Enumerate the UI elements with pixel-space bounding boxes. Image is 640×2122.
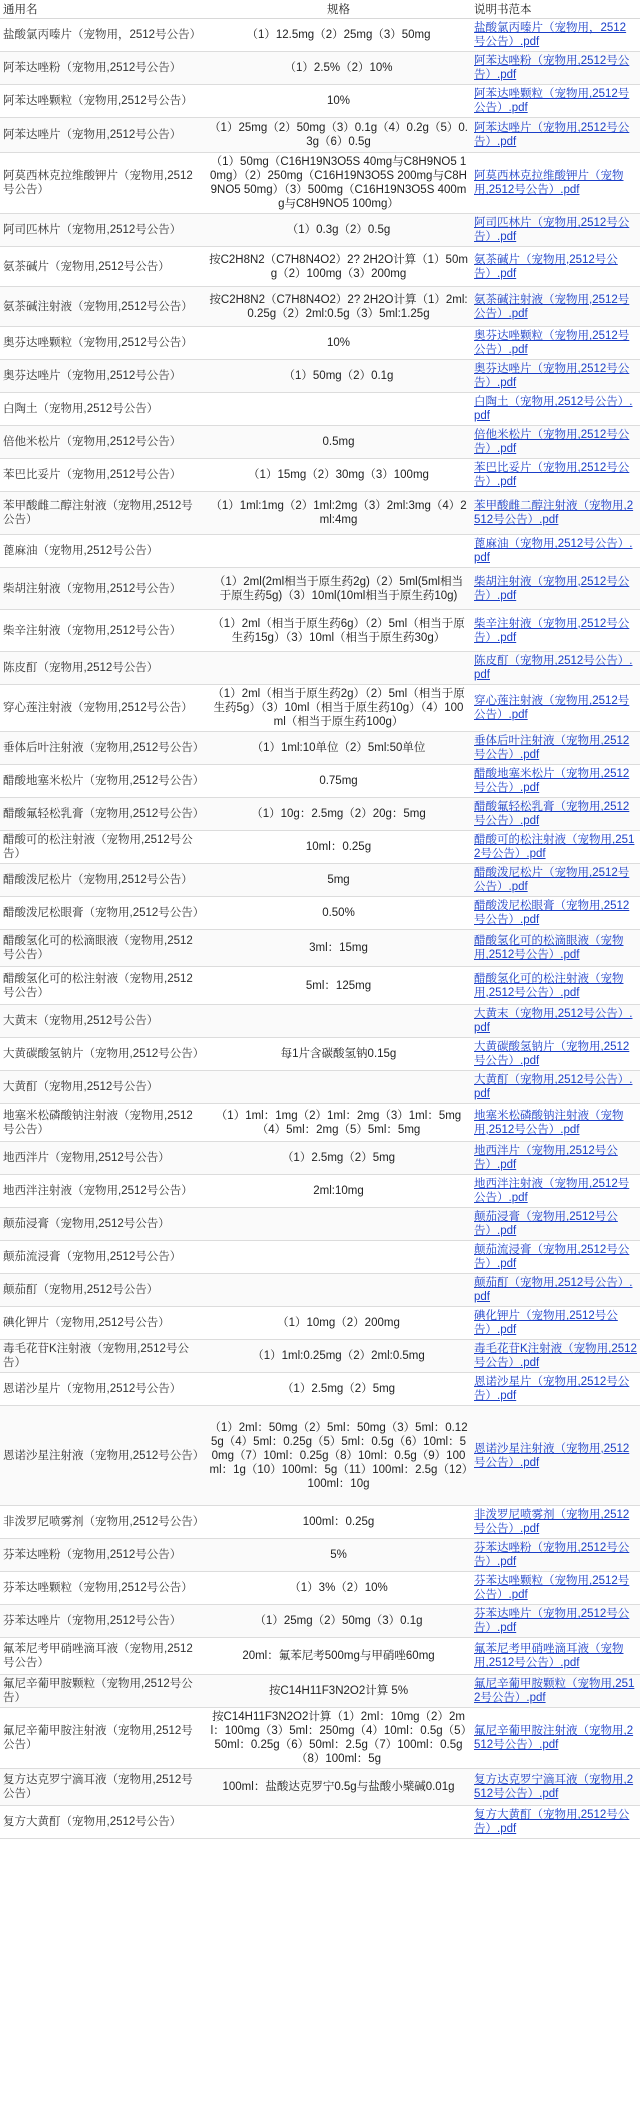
manual-pdf-link[interactable]: 复方达克罗宁滴耳液（宠物用,2512号公告）.pdf bbox=[474, 1774, 634, 1800]
specification-cell: （1）10g：2.5mg（2）20g：5mg bbox=[206, 798, 471, 831]
table-row bbox=[0, 1638, 640, 1675]
table-body bbox=[0, 19, 640, 1839]
generic-name-cell: 地西泮片（宠物用,2512号公告） bbox=[0, 1142, 206, 1175]
generic-name-cell: 醋酸氢化可的松注射液（宠物用,2512号公告） bbox=[0, 967, 206, 1005]
table-row bbox=[0, 153, 640, 214]
specification-cell: 5% bbox=[206, 1539, 471, 1572]
generic-name-cell: 垂体后叶注射液（宠物用,2512号公告） bbox=[0, 732, 206, 765]
specification-cell: 5ml：125mg bbox=[206, 967, 471, 1005]
generic-name-cell: 醋酸可的松注射液（宠物用,2512号公告） bbox=[0, 831, 206, 864]
generic-name-cell: 苯巴比妥片（宠物用,2512号公告） bbox=[0, 459, 206, 492]
manual-pdf-link[interactable]: 芬苯达唑颗粒（宠物用,2512号公告）.pdf bbox=[474, 1575, 630, 1601]
generic-name-cell: 奥芬达唑片（宠物用,2512号公告） bbox=[0, 360, 206, 393]
table-header-row bbox=[0, 0, 640, 19]
manual-template-cell bbox=[471, 1572, 640, 1605]
generic-name-cell: 芬苯达唑颗粒（宠物用,2512号公告） bbox=[0, 1572, 206, 1605]
table-row bbox=[0, 967, 640, 1005]
table-row bbox=[0, 765, 640, 798]
specification-cell: （1）50mg（C16H19N3O5S 40mg与C8H9NO5 10mg）（2）250mg（C16H19N3O5S 200mg与C8H9NO5 50mg）（3）500mg（C16H19N3O5S 400mg与C8H9NO5 100mg） bbox=[206, 153, 471, 214]
manual-pdf-link[interactable]: 大黄末（宠物用,2512号公告）.pdf bbox=[474, 1008, 633, 1034]
manual-template-cell bbox=[471, 568, 640, 610]
specification-cell: 0.75mg bbox=[206, 765, 471, 798]
manual-pdf-link[interactable]: 颠茄流浸膏（宠物用,2512号公告）.pdf bbox=[474, 1244, 630, 1270]
generic-name-cell: 盐酸氯丙嗪片（宠物用，2512号公告） bbox=[0, 19, 206, 52]
generic-name-cell: 恩诺沙星注射液（宠物用,2512号公告） bbox=[0, 1406, 206, 1506]
manual-template-cell bbox=[471, 1675, 640, 1708]
table-row bbox=[0, 360, 640, 393]
manual-template-cell bbox=[471, 1104, 640, 1142]
manual-pdf-link[interactable]: 芬苯达唑粉（宠物用,2512号公告）.pdf bbox=[474, 1542, 630, 1568]
specification-cell: （1）3%（2）10% bbox=[206, 1572, 471, 1605]
generic-name-cell: 阿莫西林克拉维酸钾片（宠物用,2512号公告） bbox=[0, 153, 206, 214]
manual-pdf-link[interactable]: 奥芬达唑片（宠物用,2512号公告）.pdf bbox=[474, 363, 630, 389]
manual-template-cell bbox=[471, 360, 640, 393]
table-row bbox=[0, 327, 640, 360]
manual-template-cell bbox=[471, 214, 640, 247]
manual-template-cell bbox=[471, 1175, 640, 1208]
table-row bbox=[0, 897, 640, 930]
generic-name-cell: 阿苯达唑颗粒（宠物用,2512号公告） bbox=[0, 85, 206, 118]
table-row bbox=[0, 1005, 640, 1038]
manual-template-cell bbox=[471, 897, 640, 930]
specification-cell: 20ml：氟苯尼考500mg与甲硝唑60mg bbox=[206, 1638, 471, 1675]
manual-template-cell bbox=[471, 52, 640, 85]
specification-cell: （1）1ml:10单位（2）5ml:50单位 bbox=[206, 732, 471, 765]
table-row bbox=[0, 1675, 640, 1708]
specification-cell: （1）1ml:0.25mg（2）2ml:0.5mg bbox=[206, 1340, 471, 1373]
table-row bbox=[0, 685, 640, 732]
specification-cell: （1）0.3g（2）0.5g bbox=[206, 214, 471, 247]
table-row bbox=[0, 1605, 640, 1638]
manual-template-cell bbox=[471, 610, 640, 652]
manual-pdf-link[interactable]: 奥芬达唑颗粒（宠物用,2512号公告）.pdf bbox=[474, 330, 630, 356]
specification-cell: 每1片含碳酸氢钠0.15g bbox=[206, 1038, 471, 1071]
generic-name-cell: 非泼罗尼喷雾剂（宠物用,2512号公告） bbox=[0, 1506, 206, 1539]
header-manual-template: 说明书范本 bbox=[471, 0, 640, 19]
generic-name-cell: 奥芬达唑颗粒（宠物用,2512号公告） bbox=[0, 327, 206, 360]
specification-cell: 5mg bbox=[206, 864, 471, 897]
manual-pdf-link[interactable]: 芬苯达唑片（宠物用,2512号公告）.pdf bbox=[474, 1608, 630, 1634]
manual-pdf-link[interactable]: 醋酸泼尼松片（宠物用,2512号公告）.pdf bbox=[474, 867, 630, 893]
generic-name-cell: 氨茶碱注射液（宠物用,2512号公告） bbox=[0, 287, 206, 327]
specification-cell: 10% bbox=[206, 85, 471, 118]
specification-cell: （1）15mg（2）30mg（3）100mg bbox=[206, 459, 471, 492]
specification-cell: （1）10mg（2）200mg bbox=[206, 1307, 471, 1340]
manual-template-cell bbox=[471, 930, 640, 967]
generic-name-cell: 氟尼辛葡甲胺注射液（宠物用,2512号公告） bbox=[0, 1708, 206, 1769]
manual-pdf-link[interactable]: 地西泮片（宠物用,2512号公告）.pdf bbox=[474, 1145, 618, 1171]
table-row bbox=[0, 1142, 640, 1175]
specification-cell bbox=[206, 1274, 471, 1307]
manual-pdf-link[interactable]: 非泼罗尼喷雾剂（宠物用,2512号公告）.pdf bbox=[474, 1509, 630, 1535]
specification-cell bbox=[206, 652, 471, 685]
generic-name-cell: 地西泮注射液（宠物用,2512号公告） bbox=[0, 1175, 206, 1208]
specification-cell: 按C14H11F3N2O2计算（1）2ml：10mg（2）2ml：100mg（3）5ml：250mg（4）10ml：0.5g（5）50ml：0.25g（6）50ml：2.5g（7）100ml：0.5g（8）100ml：5g bbox=[206, 1708, 471, 1769]
specification-cell bbox=[206, 1208, 471, 1241]
table-row bbox=[0, 492, 640, 535]
table-row bbox=[0, 1307, 640, 1340]
manual-template-cell bbox=[471, 1038, 640, 1071]
manual-template-cell bbox=[471, 85, 640, 118]
manual-pdf-link[interactable]: 氟苯尼考甲硝唑滴耳液（宠物用,2512号公告）.pdf bbox=[474, 1643, 624, 1669]
generic-name-cell: 恩诺沙星片（宠物用,2512号公告） bbox=[0, 1373, 206, 1406]
table-row bbox=[0, 535, 640, 568]
generic-name-cell: 穿心莲注射液（宠物用,2512号公告） bbox=[0, 685, 206, 732]
generic-name-cell: 颠茄酊（宠物用,2512号公告） bbox=[0, 1274, 206, 1307]
generic-name-cell: 陈皮酊（宠物用,2512号公告） bbox=[0, 652, 206, 685]
manual-pdf-link[interactable]: 颠茄酊（宠物用,2512号公告）.pdf bbox=[474, 1277, 633, 1303]
generic-name-cell: 大黄酊（宠物用,2512号公告） bbox=[0, 1071, 206, 1104]
table-row bbox=[0, 1274, 640, 1307]
specification-cell: 10ml：0.25g bbox=[206, 831, 471, 864]
table-row bbox=[0, 19, 640, 52]
manual-template-cell bbox=[471, 459, 640, 492]
specification-cell: 2ml:10mg bbox=[206, 1175, 471, 1208]
manual-pdf-link[interactable]: 醋酸地塞米松片（宠物用,2512号公告）.pdf bbox=[474, 768, 630, 794]
manual-pdf-link[interactable]: 白陶土（宠物用,2512号公告）.pdf bbox=[474, 396, 633, 422]
manual-template-cell bbox=[471, 492, 640, 535]
manual-template-cell bbox=[471, 864, 640, 897]
generic-name-cell: 颠茄浸膏（宠物用,2512号公告） bbox=[0, 1208, 206, 1241]
specification-cell: （1）50mg（2）0.1g bbox=[206, 360, 471, 393]
specification-cell: 100ml：盐酸达克罗宁0.5g与盐酸小檗碱0.01g bbox=[206, 1769, 471, 1806]
manual-template-cell bbox=[471, 426, 640, 459]
manual-pdf-link[interactable]: 阿莫西林克拉维酸钾片（宠物用,2512号公告）.pdf bbox=[474, 170, 624, 196]
table-row bbox=[0, 930, 640, 967]
generic-name-cell: 复方达克罗宁滴耳液（宠物用,2512号公告） bbox=[0, 1769, 206, 1806]
manual-template-cell bbox=[471, 118, 640, 153]
specification-cell: 3ml：15mg bbox=[206, 930, 471, 967]
specification-cell bbox=[206, 1005, 471, 1038]
generic-name-cell: 复方大黄酊（宠物用,2512号公告） bbox=[0, 1806, 206, 1839]
specification-cell: 按C2H8N2（C7H8N4O2）2? 2H2O计算（1）2ml:0.25g（2）2ml:0.5g（3）5ml:1.25g bbox=[206, 287, 471, 327]
manual-template-cell bbox=[471, 1241, 640, 1274]
header-specification: 规格 bbox=[206, 0, 471, 19]
specification-cell: （1）2.5mg（2）5mg bbox=[206, 1142, 471, 1175]
table-row bbox=[0, 1572, 640, 1605]
specification-cell bbox=[206, 393, 471, 426]
manual-template-cell bbox=[471, 393, 640, 426]
generic-name-cell: 芬苯达唑片（宠物用,2512号公告） bbox=[0, 1605, 206, 1638]
generic-name-cell: 碘化钾片（宠物用,2512号公告） bbox=[0, 1307, 206, 1340]
specification-cell: 10% bbox=[206, 327, 471, 360]
generic-name-cell: 醋酸氢化可的松滴眼液（宠物用,2512号公告） bbox=[0, 930, 206, 967]
manual-template-cell bbox=[471, 652, 640, 685]
manual-pdf-link[interactable]: 苯巴比妥片（宠物用,2512号公告）.pdf bbox=[474, 462, 630, 488]
manual-pdf-link[interactable]: 氟尼辛葡甲胺注射液（宠物用,2512号公告）.pdf bbox=[474, 1725, 634, 1751]
table-row bbox=[0, 247, 640, 287]
generic-name-cell: 苯甲酸雌二醇注射液（宠物用,2512号公告） bbox=[0, 492, 206, 535]
table-row bbox=[0, 1241, 640, 1274]
table-row bbox=[0, 568, 640, 610]
manual-template-cell bbox=[471, 1539, 640, 1572]
table-row bbox=[0, 1071, 640, 1104]
manual-template-cell bbox=[471, 1806, 640, 1839]
table-row bbox=[0, 1038, 640, 1071]
generic-name-cell: 芬苯达唑粉（宠物用,2512号公告） bbox=[0, 1539, 206, 1572]
manual-pdf-link[interactable]: 地西泮注射液（宠物用,2512号公告）.pdf bbox=[474, 1178, 630, 1204]
specification-cell: （1）2ml（相当于原生药2g）（2）5ml（相当于原生药5g）（3）10ml（相当于原生药10g）（4）100ml（相当于原生药100g） bbox=[206, 685, 471, 732]
table-row bbox=[0, 52, 640, 85]
specification-cell bbox=[206, 1806, 471, 1839]
generic-name-cell: 颠茄流浸膏（宠物用,2512号公告） bbox=[0, 1241, 206, 1274]
specification-cell bbox=[206, 1071, 471, 1104]
manual-template-cell bbox=[471, 535, 640, 568]
specification-cell: （1）2ml（相当于原生药6g）（2）5ml（相当于原生药15g）（3）10ml（相当于原生药30g） bbox=[206, 610, 471, 652]
manual-template-cell bbox=[471, 287, 640, 327]
manual-pdf-link[interactable]: 阿苯达唑片（宠物用,2512号公告）.pdf bbox=[474, 122, 630, 148]
generic-name-cell: 阿苯达唑粉（宠物用,2512号公告） bbox=[0, 52, 206, 85]
manual-template-cell bbox=[471, 1005, 640, 1038]
specification-cell: 按C2H8N2（C7H8N4O2）2? 2H2O计算（1）50mg（2）100mg（3）200mg bbox=[206, 247, 471, 287]
specification-cell: 100ml：0.25g bbox=[206, 1506, 471, 1539]
manual-template-cell bbox=[471, 1071, 640, 1104]
manual-template-cell bbox=[471, 153, 640, 214]
table-row bbox=[0, 1506, 640, 1539]
specification-cell bbox=[206, 1241, 471, 1274]
manual-pdf-link[interactable]: 毒毛花苷K注射液（宠物用,2512号公告）.pdf bbox=[474, 1343, 637, 1369]
generic-name-cell: 倍他米松片（宠物用,2512号公告） bbox=[0, 426, 206, 459]
manual-template-cell bbox=[471, 1307, 640, 1340]
manual-pdf-link[interactable]: 盐酸氯丙嗪片（宠物用，2512号公告）.pdf bbox=[474, 22, 627, 48]
table-row bbox=[0, 1104, 640, 1142]
specification-cell: 0.5mg bbox=[206, 426, 471, 459]
table-row bbox=[0, 1373, 640, 1406]
table-row bbox=[0, 1406, 640, 1506]
manual-pdf-link[interactable]: 氨茶碱片（宠物用,2512号公告）.pdf bbox=[474, 253, 618, 280]
manual-pdf-link[interactable]: 复方大黄酊（宠物用,2512号公告）.pdf bbox=[474, 1809, 630, 1835]
table-row bbox=[0, 85, 640, 118]
manual-template-cell bbox=[471, 1340, 640, 1373]
table-row bbox=[0, 1175, 640, 1208]
manual-template-cell bbox=[471, 732, 640, 765]
table-row bbox=[0, 1208, 640, 1241]
manual-pdf-link[interactable]: 倍他米松片（宠物用,2512号公告）.pdf bbox=[474, 429, 630, 455]
manual-pdf-link[interactable]: 柴胡注射液（宠物用,2512号公告）.pdf bbox=[474, 575, 630, 602]
specification-cell bbox=[206, 535, 471, 568]
manual-pdf-link[interactable]: 陈皮酊（宠物用,2512号公告）.pdf bbox=[474, 655, 633, 681]
generic-name-cell: 氟苯尼考甲硝唑滴耳液（宠物用,2512号公告） bbox=[0, 1638, 206, 1675]
manual-pdf-link[interactable]: 颠茄浸膏（宠物用,2512号公告）.pdf bbox=[474, 1211, 618, 1237]
table-row bbox=[0, 831, 640, 864]
table-row bbox=[0, 426, 640, 459]
manual-pdf-link[interactable]: 醋酸氢化可的松注射液（宠物用,2512号公告）.pdf bbox=[474, 972, 624, 999]
manual-template-cell bbox=[471, 1769, 640, 1806]
manual-pdf-link[interactable]: 氟尼辛葡甲胺颗粒（宠物用,2512号公告）.pdf bbox=[474, 1678, 635, 1704]
specification-cell: （1）25mg（2）50mg（3）0.1g（4）0.2g（5）0.3g（6）0.5g bbox=[206, 118, 471, 153]
manual-pdf-link[interactable]: 恩诺沙星片（宠物用,2512号公告）.pdf bbox=[474, 1376, 630, 1402]
manual-template-cell bbox=[471, 1638, 640, 1675]
table-row bbox=[0, 1539, 640, 1572]
manual-pdf-link[interactable]: 醋酸氢化可的松滴眼液（宠物用,2512号公告）.pdf bbox=[474, 935, 624, 961]
specification-cell: （1）12.5mg（2）25mg（3）50mg bbox=[206, 19, 471, 52]
generic-name-cell: 大黄碳酸氢钠片（宠物用,2512号公告） bbox=[0, 1038, 206, 1071]
generic-name-cell: 醋酸泼尼松眼膏（宠物用,2512号公告） bbox=[0, 897, 206, 930]
manual-template-cell bbox=[471, 247, 640, 287]
manual-pdf-link[interactable]: 蓖麻油（宠物用,2512号公告）.pdf bbox=[474, 538, 633, 564]
generic-name-cell: 醋酸泼尼松片（宠物用,2512号公告） bbox=[0, 864, 206, 897]
table-row bbox=[0, 610, 640, 652]
generic-name-cell: 地塞米松磷酸钠注射液（宠物用,2512号公告） bbox=[0, 1104, 206, 1142]
generic-name-cell: 醋酸地塞米松片（宠物用,2512号公告） bbox=[0, 765, 206, 798]
table-row bbox=[0, 459, 640, 492]
manual-pdf-link[interactable]: 氨茶碱注射液（宠物用,2512号公告）.pdf bbox=[474, 293, 630, 320]
generic-name-cell: 氨茶碱片（宠物用,2512号公告） bbox=[0, 247, 206, 287]
manual-template-cell bbox=[471, 1373, 640, 1406]
manual-pdf-link[interactable]: 大黄碳酸氢钠片（宠物用,2512号公告）.pdf bbox=[474, 1041, 630, 1067]
manual-template-cell bbox=[471, 1708, 640, 1769]
manual-template-cell bbox=[471, 1506, 640, 1539]
table-row bbox=[0, 864, 640, 897]
manual-pdf-link[interactable]: 柴辛注射液（宠物用,2512号公告）.pdf bbox=[474, 617, 630, 644]
generic-name-cell: 蓖麻油（宠物用,2512号公告） bbox=[0, 535, 206, 568]
specification-cell: （1）1ml：1mg（2）1ml：2mg（3）1ml：5mg（4）5ml：2mg（5）5ml：5mg bbox=[206, 1104, 471, 1142]
specification-cell: （1）2ml：50mg（2）5ml：50mg（3）5ml：0.125g（4）5ml：0.25g（5）5ml：0.5g（6）10ml：50mg（7）10ml：0.25g（8）10ml：0.5g（9）100ml：1g（10）100ml：5g（11）100ml：2.5g（12）100ml：10g bbox=[206, 1406, 471, 1506]
specification-cell: （1）2.5%（2）10% bbox=[206, 52, 471, 85]
manual-pdf-link[interactable]: 垂体后叶注射液（宠物用,2512号公告）.pdf bbox=[474, 735, 630, 761]
table-row bbox=[0, 732, 640, 765]
manual-pdf-link[interactable]: 醋酸泼尼松眼膏（宠物用,2512号公告）.pdf bbox=[474, 900, 630, 926]
manual-pdf-link[interactable]: 大黄酊（宠物用,2512号公告）.pdf bbox=[474, 1074, 633, 1100]
table-row bbox=[0, 1806, 640, 1839]
manual-pdf-link[interactable]: 阿司匹林片（宠物用,2512号公告）.pdf bbox=[474, 217, 630, 243]
table-row bbox=[0, 118, 640, 153]
table-row bbox=[0, 1769, 640, 1806]
manual-template-cell bbox=[471, 327, 640, 360]
table-row bbox=[0, 652, 640, 685]
header-generic-name: 通用名 bbox=[0, 0, 206, 19]
table-row bbox=[0, 1708, 640, 1769]
table-row bbox=[0, 393, 640, 426]
manual-pdf-link[interactable]: 阿苯达唑颗粒（宠物用,2512号公告）.pdf bbox=[474, 88, 630, 114]
manual-template-cell bbox=[471, 1142, 640, 1175]
generic-name-cell: 阿苯达唑片（宠物用,2512号公告） bbox=[0, 118, 206, 153]
specification-cell: 按C14H11F3N2O2计算 5% bbox=[206, 1675, 471, 1708]
generic-name-cell: 大黄末（宠物用,2512号公告） bbox=[0, 1005, 206, 1038]
manual-template-cell bbox=[471, 1406, 640, 1506]
table-row bbox=[0, 287, 640, 327]
manual-template-cell bbox=[471, 1605, 640, 1638]
specification-cell: 0.50% bbox=[206, 897, 471, 930]
manual-template-cell bbox=[471, 967, 640, 1005]
manual-template-cell bbox=[471, 831, 640, 864]
generic-name-cell: 白陶土（宠物用,2512号公告） bbox=[0, 393, 206, 426]
specification-cell: （1）2ml(2ml相当于原生药2g)（2）5ml(5ml相当于原生药5g)（3）10ml(10ml相当于原生药10g) bbox=[206, 568, 471, 610]
specification-cell: （1）1ml:1mg（2）1ml:2mg（3）2ml:3mg（4）2ml:4mg bbox=[206, 492, 471, 535]
generic-name-cell: 柴胡注射液（宠物用,2512号公告） bbox=[0, 568, 206, 610]
manual-pdf-link[interactable]: 醋酸氟轻松乳膏（宠物用,2512号公告）.pdf bbox=[474, 801, 630, 827]
manual-pdf-link[interactable]: 醋酸可的松注射液（宠物用,2512号公告）.pdf bbox=[474, 834, 635, 860]
manual-pdf-link[interactable]: 地塞米松磷酸钠注射液（宠物用,2512号公告）.pdf bbox=[474, 1109, 624, 1136]
manual-template-cell bbox=[471, 19, 640, 52]
specification-cell: （1）25mg（2）50mg（3）0.1g bbox=[206, 1605, 471, 1638]
manual-template-cell bbox=[471, 685, 640, 732]
table-row bbox=[0, 1340, 640, 1373]
manual-pdf-link[interactable]: 碘化钾片（宠物用,2512号公告）.pdf bbox=[474, 1310, 618, 1336]
generic-name-cell: 毒毛花苷K注射液（宠物用,2512号公告） bbox=[0, 1340, 206, 1373]
generic-name-cell: 柴辛注射液（宠物用,2512号公告） bbox=[0, 610, 206, 652]
manual-template-cell bbox=[471, 1208, 640, 1241]
table-row bbox=[0, 798, 640, 831]
manual-pdf-link[interactable]: 恩诺沙星注射液（宠物用,2512号公告）.pdf bbox=[474, 1442, 630, 1469]
table-row bbox=[0, 214, 640, 247]
generic-name-cell: 阿司匹林片（宠物用,2512号公告） bbox=[0, 214, 206, 247]
manual-template-cell bbox=[471, 798, 640, 831]
specification-cell: （1）2.5mg（2）5mg bbox=[206, 1373, 471, 1406]
generic-name-cell: 氟尼辛葡甲胺颗粒（宠物用,2512号公告） bbox=[0, 1675, 206, 1708]
manual-template-cell bbox=[471, 1274, 640, 1307]
generic-name-cell: 醋酸氟轻松乳膏（宠物用,2512号公告） bbox=[0, 798, 206, 831]
manual-pdf-link[interactable]: 阿苯达唑粉（宠物用,2512号公告）.pdf bbox=[474, 55, 630, 81]
manual-template-cell bbox=[471, 765, 640, 798]
manual-pdf-link[interactable]: 穿心莲注射液（宠物用,2512号公告）.pdf bbox=[474, 695, 630, 721]
manual-pdf-link[interactable]: 苯甲酸雌二醇注射液（宠物用,2512号公告）.pdf bbox=[474, 500, 634, 526]
